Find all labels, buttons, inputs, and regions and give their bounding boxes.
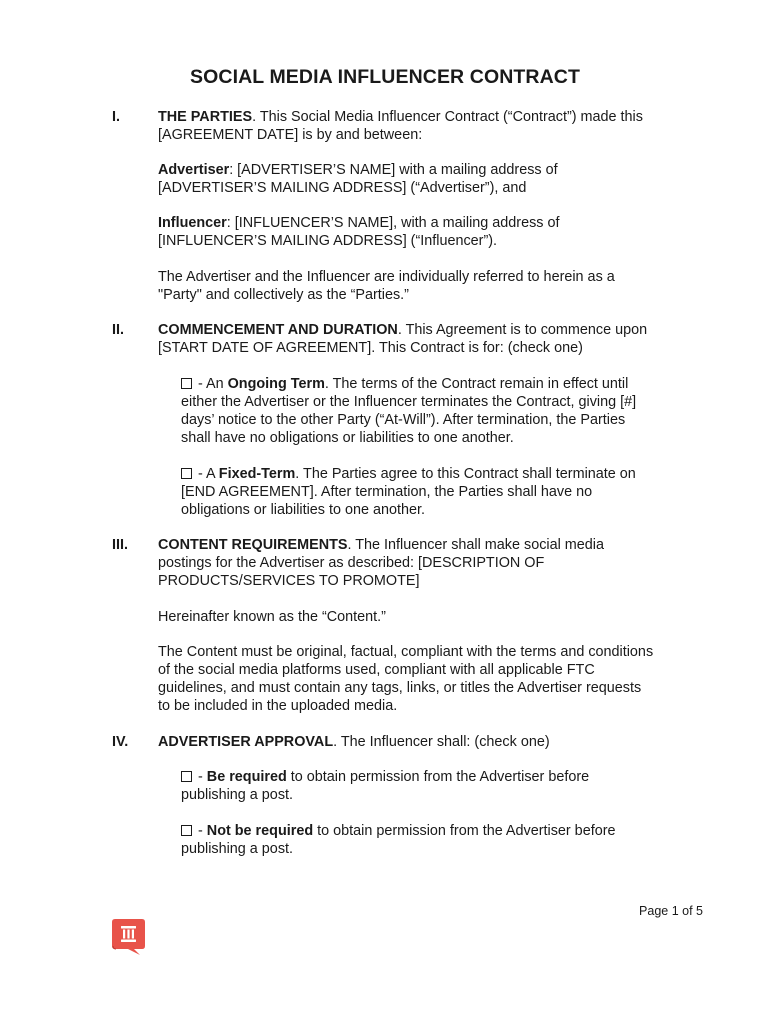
text: - xyxy=(194,823,207,839)
option-not-be-required xyxy=(181,822,681,858)
section-heading: ADVERTISER APPROVAL xyxy=(158,734,334,750)
option-be-required xyxy=(181,768,681,804)
option-label: Be required xyxy=(206,769,287,785)
option-label: Not be required xyxy=(206,823,314,839)
section-heading: COMMENCEMENT AND DURATION xyxy=(158,322,398,338)
text: to obtain permission from the Advertiser before xyxy=(313,823,616,839)
document-badge-icon[interactable] xyxy=(110,916,148,956)
text: of the social media platforms used, compliant with all applicable FTC xyxy=(158,662,595,678)
section-numeral: III. xyxy=(112,537,128,553)
text: [ADVERTISER’S MAILING ADDRESS] (“Advertiser”), and xyxy=(158,180,527,196)
section-intro xyxy=(158,536,693,590)
checkbox[interactable] xyxy=(181,468,192,479)
advertiser-label: Advertiser xyxy=(158,162,230,178)
section-heading: CONTENT REQUIREMENTS xyxy=(158,537,348,553)
advertiser-paragraph xyxy=(158,161,693,197)
text: . The Influencer shall: (check one) xyxy=(333,734,550,750)
text: PRODUCTS/SERVICES TO PROMOTE] xyxy=(158,573,420,589)
option-ongoing-term xyxy=(181,375,681,447)
text: . This Social Media Influencer Contract (“Contract”) made this xyxy=(252,109,643,125)
text: - xyxy=(194,769,207,785)
text: shall have no obligations or liabilities to one another. xyxy=(181,430,514,446)
text: "Party" and collectively as the “Parties.” xyxy=(158,287,409,303)
text: publishing a post. xyxy=(181,841,294,857)
text: The Advertiser and the Influencer are individually referred to herein as a xyxy=(158,269,615,285)
text: days’ notice to the other Party (“At-Will”). After termination, the Parties xyxy=(181,412,626,428)
text: . This Agreement is to commence upon xyxy=(397,322,648,338)
text: guidelines, and must contain any tags, links, or titles the Advertiser requests xyxy=(158,680,642,696)
text: [START DATE OF AGREEMENT]. This Contract is for: (check one) xyxy=(158,340,583,356)
influencer-label: Influencer xyxy=(158,215,227,231)
text: The Content must be original, factual, compliant with the terms and conditions xyxy=(158,644,654,660)
text: : [ADVERTISER’S NAME] with a mailing address of xyxy=(229,162,558,178)
text: [AGREEMENT DATE] is by and between: xyxy=(158,127,423,143)
section-intro xyxy=(158,733,693,751)
section-numeral: I. xyxy=(112,109,120,125)
text: to be included in the uploaded media. xyxy=(158,698,398,714)
text: postings for the Advertiser as described: [DESCRIPTION OF xyxy=(158,555,545,571)
option-label: Fixed-Term xyxy=(218,466,296,482)
text: . The terms of the Contract remain in effect until xyxy=(324,376,629,392)
text: publishing a post. xyxy=(181,787,294,803)
text: [END AGREEMENT]. After termination, the Parties shall have no xyxy=(181,484,593,500)
parties-definition xyxy=(158,268,693,304)
text: either the Advertiser or the Influencer terminates the Contract, giving [#] xyxy=(181,394,637,410)
content-rules xyxy=(158,643,693,715)
section-intro xyxy=(158,108,693,144)
section-heading: THE PARTIES xyxy=(158,109,253,125)
checkbox[interactable] xyxy=(181,378,192,389)
page-number: Page 1 of 5 xyxy=(639,904,703,918)
option-fixed-term xyxy=(181,465,681,519)
text: - A xyxy=(194,466,219,482)
checkbox[interactable] xyxy=(181,825,192,836)
checkbox[interactable] xyxy=(181,771,192,782)
section-intro xyxy=(158,321,693,357)
text: obligations or liabilities to one another. xyxy=(181,502,426,518)
section-numeral: IV. xyxy=(112,734,129,750)
influencer-paragraph xyxy=(158,214,693,250)
text: : [INFLUENCER’S NAME], with a mailing address of xyxy=(226,215,560,231)
text: to obtain permission from the Advertiser before xyxy=(286,769,590,785)
text: [INFLUENCER’S MAILING ADDRESS] (“Influencer”). xyxy=(158,233,498,249)
document-title: SOCIAL MEDIA INFLUENCER CONTRACT xyxy=(190,66,580,88)
content-definition: Hereinafter known as the “Content.” xyxy=(158,609,386,625)
text: - An xyxy=(194,376,228,392)
option-label: Ongoing Term xyxy=(227,376,325,392)
section-numeral: II. xyxy=(112,322,124,338)
text: . The Parties agree to this Contract shall terminate on xyxy=(295,466,636,482)
text: . The Influencer shall make social media xyxy=(347,537,604,553)
